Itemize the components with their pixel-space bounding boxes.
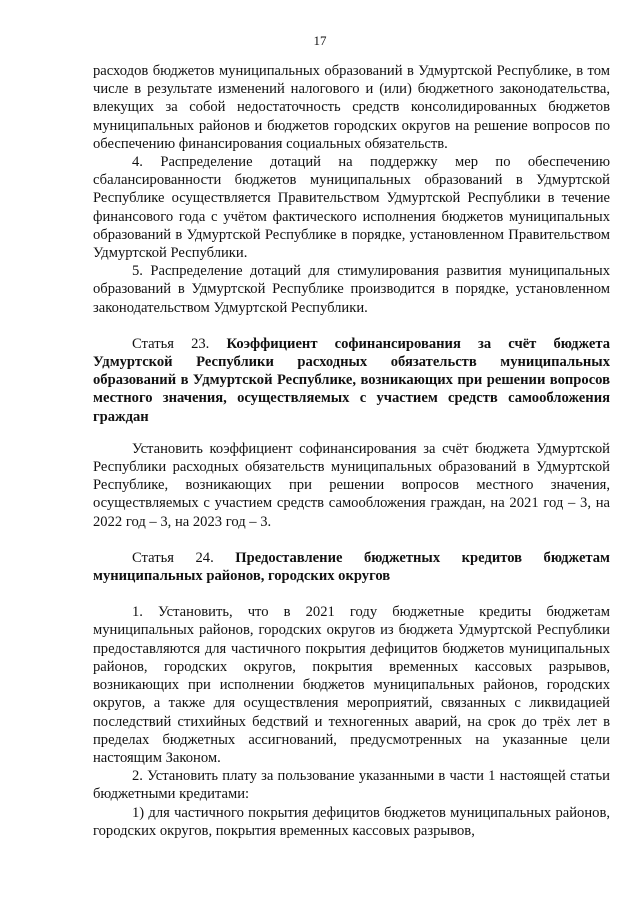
paragraph-item-4: 4. Распределение дотаций на поддержку мер по обеспечению сбалансированности бюджетов муниципальных образований в Удмуртской Республике осуществляется Правительством Удмуртской Республики в течение финансового года с учётом фактического исполнения бюджетов муниципальных образований в Удмуртской Республике в порядке, установленном Правительством Удмуртской Республики.	[93, 154, 610, 262]
article-24-item-2: 2. Установить плату за пользование указанными в части 1 настоящей статьи бюджетными кредитами:	[93, 768, 610, 803]
article-23-title: Коэффициент софинансирования за счёт бюджета Удмуртской Республики расходных обязательств муниципальных образований в Удмуртской Республике, возникающих при решении вопросов местного значения, осуществляемых с участием средств самообложения граждан	[93, 335, 610, 425]
paragraph-continued: расходов бюджетов муниципальных образований в Удмуртской Республике, в том числе в результате изменений налогового и (или) бюджетного законодательства, влекущих за собой недостаточность средств консолидированных бюджетов муниципальных районов и бюджетов городских округов на решение вопросов по обеспечению финансирования социальных обязательств.	[93, 63, 610, 152]
article-24-item-1: 1. Установить, что в 2021 году бюджетные кредиты бюджетам муниципальных районов, городских округов из бюджета Удмуртской Республики предоставляются для частичного покрытия дефицитов бюджетов муниципальных районов, городских округов, покрытия временных кассовых разрывов, возникающих при исполнении бюджетов муниципальных районов, городских округов, а также для осуществления мероприятий, связанных с ликвидацией последствий стихийных бедствий и техногенных аварий, на срок до трёх лет в пределах бюджетных ассигнований, предусмотренных на указанные цели настоящим Законом.	[93, 604, 610, 766]
paragraph-item-5: 5. Распределение дотаций для стимулирования развития муниципальных образований в Удмуртской Республике производится в порядке, установленном законодательством Удмуртской Республики.	[93, 263, 610, 316]
article-23-heading	[93, 335, 610, 426]
article-24-label: Статья 24.	[132, 549, 236, 566]
page-number: 17	[313, 33, 327, 48]
article-24-heading	[93, 549, 610, 585]
article-24-title: Предоставление бюджетных кредитов бюджетам муниципальных районов, городских округов	[93, 549, 611, 585]
article-23-text: Установить коэффициент софинансирования за счёт бюджета Удмуртской Республики расходных обязательств муниципальных образований в Удмуртской Республике, возникающих при решении вопросов местного значения, осуществляемых с участием средств самообложения граждан, на 2021 год – 3, на 2022 год – 3, на 2023 год – 3.	[93, 440, 610, 530]
document-body	[93, 62, 610, 840]
article-24-item-2-1: 1) для частичного покрытия дефицитов бюджетов муниципальных районов, городских округов, покрытия временных кассовых разрывов,	[93, 804, 610, 839]
article-23-label: Статья 23.	[132, 335, 227, 352]
